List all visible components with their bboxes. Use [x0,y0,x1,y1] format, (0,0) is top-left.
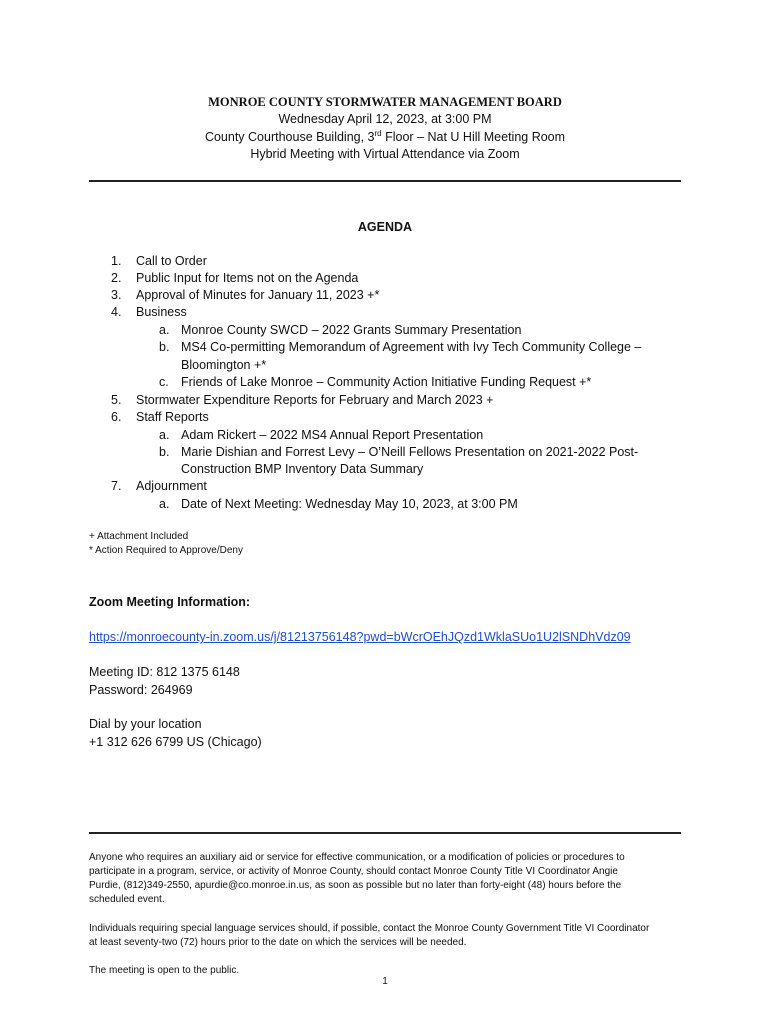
notice-line: Individuals requiring special language services should, if possible, contact the Monroe County Government Title VI Coordinator [89,923,650,934]
agenda-item: Staff Reports [136,410,209,424]
notice-line: at least seventy-two (72) hours prior to the date on which the services will be needed. [89,937,467,948]
location-superscript: rd [374,129,382,138]
meeting-format: Hybrid Meeting with Virtual Attendance via Zoom [250,147,520,161]
sub-item-letter: b. [159,340,170,354]
meeting-id: Meeting ID: 812 1375 6148 [89,665,240,679]
item-number: 2. [111,271,122,285]
notice-line: Purdie, (812)349-2550, apurdie@co.monroe.in.us, as soon as possible but no later than forty-eight (48) hours before the [89,880,622,891]
dial-number: +1 312 626 6799 US (Chicago) [89,735,262,749]
agenda-item: Approval of Minutes for January 11, 2023 +* [136,288,380,302]
item-number: 1. [111,254,122,268]
legend-action: * Action Required to Approve/Deny [89,545,243,556]
agenda-sub-item: Monroe County SWCD – 2022 Grants Summary Presentation [181,323,522,337]
agenda-title: AGENDA [357,220,413,234]
sub-item-letter: a. [159,323,170,337]
agenda-item: Public Input for Items not on the Agenda [136,271,359,285]
agenda-sub-item: MS4 Co-permitting Memorandum of Agreement with Ivy Tech Community College – [181,340,642,354]
agenda-sub-item: Marie Dishian and Forrest Levy – O’Neill Fellows Presentation on 2021-2022 Post- [181,445,639,459]
agenda-sub-item: Friends of Lake Monroe – Community Action Initiative Funding Request +* [181,375,592,389]
accessibility-notice [89,851,683,907]
item-number: 3. [111,288,122,302]
agenda-item: Business [136,305,187,319]
zoom-link[interactable]: https://monroecounty-in.zoom.us/j/81213756148?pwd=bWcrOEhJQzd1WklaSUo1U2lSNDhVdz09 [89,630,631,644]
sub-item-letter: a. [159,497,170,511]
top-divider [89,180,681,182]
legend-attachment: + Attachment Included [89,531,189,542]
location-text-end: Floor – Nat U Hill Meeting Room [381,130,566,145]
agenda-item: Adjournment [136,479,207,493]
item-number: 7. [111,479,122,493]
agenda-sub-item-continued: Bloomington +* [181,358,267,372]
notice-line: Anyone who requires an auxiliary aid or service for effective communication, or a modification of policies or procedures to [89,852,625,863]
notice-line: participate in a program, service, or activity of Monroe County, should contact Monroe County Title VI Coordinator Angie [89,866,618,877]
notice-line: scheduled event. [89,894,165,905]
meeting-location [0,129,770,144]
location-text: County Courthouse Building, 3 [204,130,375,145]
meeting-password: Password: 264969 [89,683,193,697]
agenda-sub-item: Adam Rickert – 2022 MS4 Annual Report Presentation [181,428,484,442]
bottom-divider [89,832,681,834]
item-number: 4. [111,305,122,319]
agenda-item: Call to Order [136,254,207,268]
item-number: 6. [111,410,122,424]
board-title: MONROE COUNTY STORMWATER MANAGEMENT BOARD [208,95,562,109]
sub-item-letter: a. [159,428,170,442]
page-number: 1 [382,976,388,987]
meeting-date: Wednesday April 12, 2023, at 3:00 PM [278,112,492,126]
zoom-heading: Zoom Meeting Information: [89,595,251,609]
agenda-sub-item-continued: Construction BMP Inventory Data Summary [181,462,424,476]
sub-item-letter: b. [159,445,170,459]
agenda-item: Stormwater Expenditure Reports for February and March 2023 + [136,393,494,407]
sub-item-letter: c. [159,375,169,389]
public-notice: The meeting is open to the public. [89,965,240,976]
item-number: 5. [111,393,122,407]
agenda-sub-item: Date of Next Meeting: Wednesday May 10, 2023, at 3:00 PM [181,497,518,511]
dial-label: Dial by your location [89,717,202,731]
language-notice [89,922,683,950]
